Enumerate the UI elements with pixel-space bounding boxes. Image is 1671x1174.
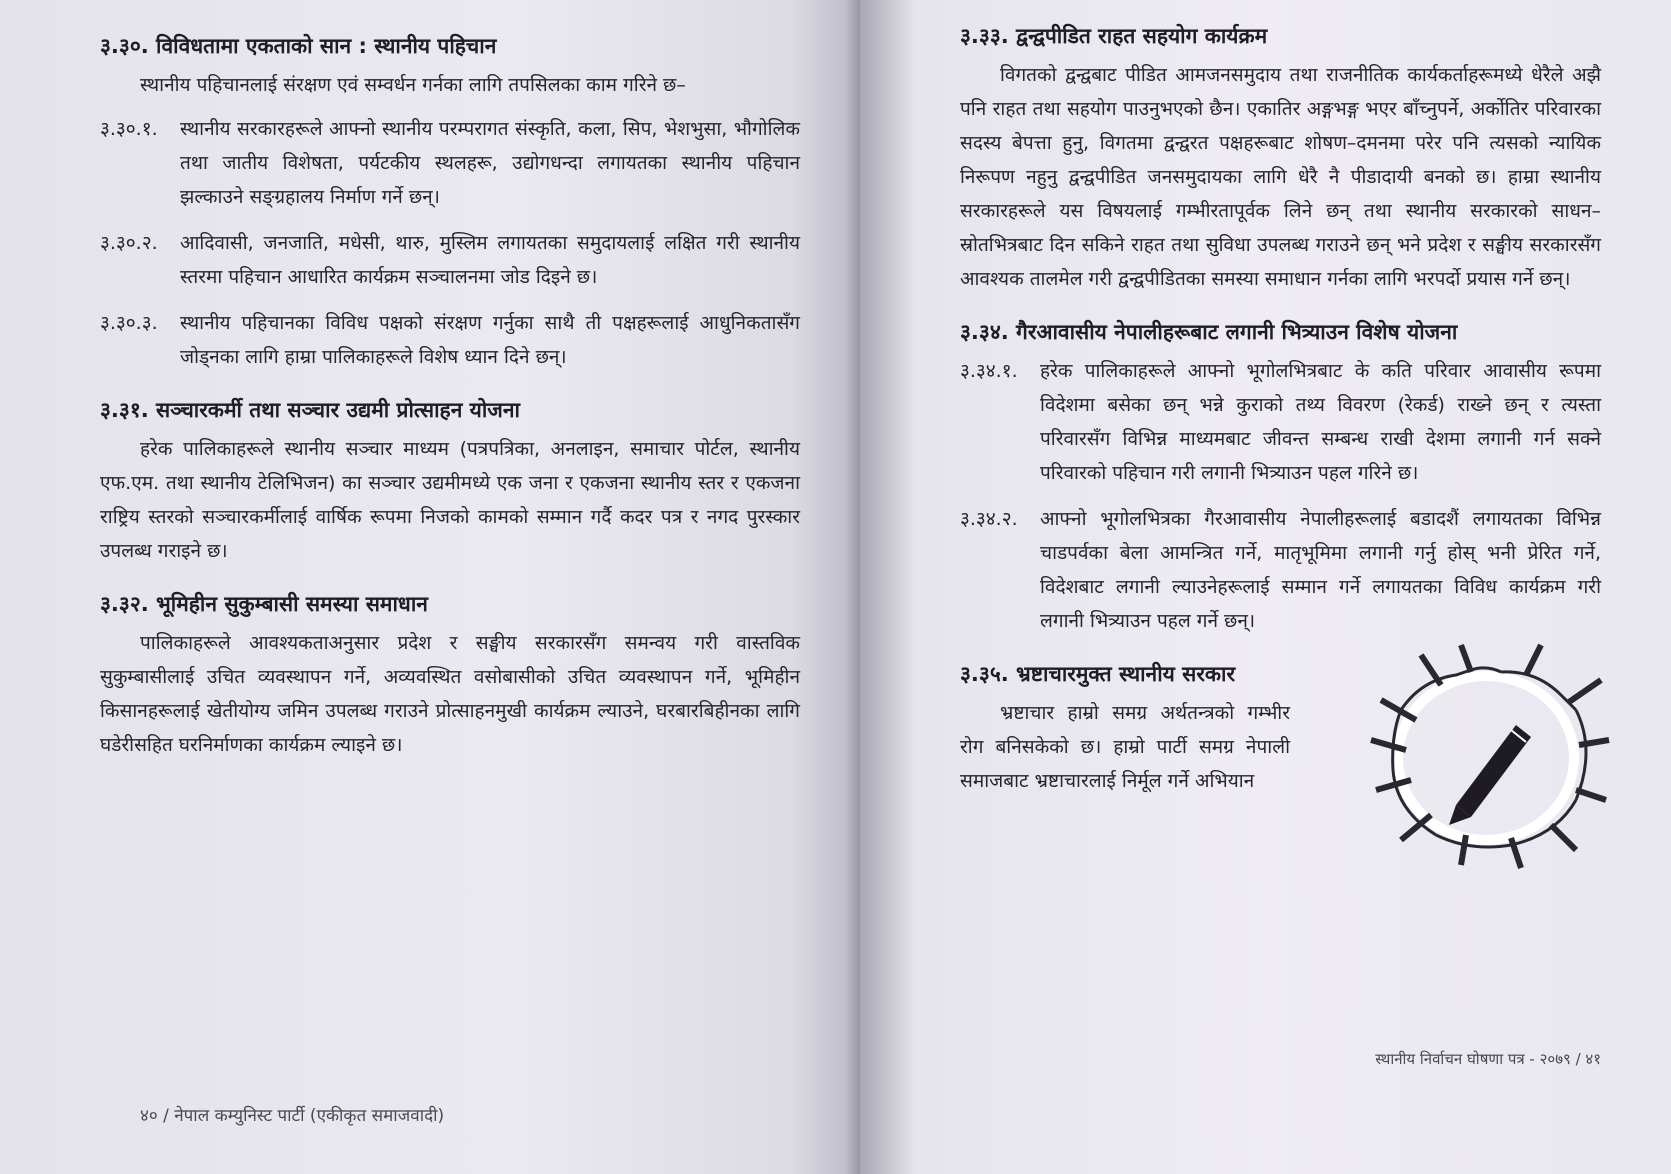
item-text: स्थानीय सरकारहरूले आफ्नो स्थानीय परम्परागत संस्कृति, कला, सिप, भेशभुसा, भौगोलिक तथा जातीय विशेषता, पर्यटकीय स्थलहरू, उद्योगधन्दा लगायतका स्थानीय पहिचान झल्काउने सङ्ग्रहालय निर्माण गर्ने छन्। — [180, 118, 800, 208]
list-item — [100, 112, 800, 214]
item-number: ३.३०.१. — [100, 118, 158, 140]
right-page — [860, 0, 1671, 1174]
section-3-34 — [960, 318, 1601, 638]
list-item — [100, 306, 800, 374]
list-item — [960, 502, 1601, 638]
section-paragraph: भ्रष्टाचार हाम्रो समग्र अर्थतन्त्रको गम्भीर रोग बनिसकेको छ। हाम्रो पार्टी समग्र नेपाली समाजबाट भ्रष्टाचारलाई निर्मूल गर्ने अभियान — [960, 702, 1290, 792]
item-text: आदिवासी, जनजाति, मधेसी, थारु, मुस्लिम लगायतका समुदायलाई लक्षित गरी स्थानीय स्तरमा पहिचान आधारित कार्यक्रम सञ्चालनमा जोड दिइने छ। — [180, 232, 800, 288]
section-heading: ३.३३. द्वन्द्वपीडित राहत सहयोग कार्यक्रम — [960, 24, 1268, 48]
item-text: आफ्नो भूगोलभित्रका गैरआवासीय नेपालीहरूलाई बडादशैं लगायतका विभिन्न चाडपर्वका बेला आमन्त्रित गर्ने, मातृभूमिमा लगानी गर्नु होस् भनी प्रेरित गर्ने, विदेशबाट लगानी ल्याउनेहरूलाई सम्मान गर्ने लगायतका विविध कार्यक्रम गरी लगानी भित्र्याउन पहल गर्ने छन्। — [1040, 508, 1601, 632]
list-item — [960, 354, 1601, 490]
section-paragraph: हरेक पालिकाहरूले स्थानीय सञ्चार माध्यम (पत्रपत्रिका, अनलाइन, समाचार पोर्टल, स्थानीय एफ.एम. तथा स्थानीय टेलिभिजन) का सञ्चार उद्यमीमध्ये एक जना र एकजना स्थानीय स्तर र एकजना राष्ट्रिय स्तरको सञ्चारकर्मीलाई वार्षिक रूपमा निजको कामको सम्मान गर्दै कदर पत्र र नगद पुरस्कार उपलब्ध गराइने छ। — [100, 438, 801, 562]
pen-icon — [1449, 725, 1531, 825]
section-intro: स्थानीय पहिचानलाई संरक्षण एवं सम्वर्धन गर्नका लागि तपसिलका काम गरिने छ– — [140, 74, 686, 96]
section-paragraph: पालिकाहरूले आवश्यकताअनुसार प्रदेश र सङ्घीय सरकारसँग समन्वय गरी वास्तविक सुकुम्बासीलाई उचित व्यवस्थापन गर्ने, अव्यवस्थित वसोबासीको उचित व्यवस्थापन गर्ने, भूमिहीन किसानहरूलाई खेतीयोग्य जमिन उपलब्ध गराउने प्रोत्साहनमुखी कार्यक्रम ल्याउने, घरबारबिहीनका लागि घडेरीसहित घरनिर्माणका कार्यक्रम ल्याइने छ। — [100, 632, 800, 756]
page-footer-left: ४० / नेपाल कम्युनिस्ट पार्टी (एकीकृत समाजवादी) — [140, 1106, 445, 1126]
section-paragraph: विगतको द्वन्द्वबाट पीडित आमजनसमुदाय तथा राजनीतिक कार्यकर्ताहरूमध्ये धेरैले अझै पनि राहत तथा सहयोग पाउनुभएको छैन। एकातिर अङ्गभङ्ग भएर बाँच्नुपर्ने, अर्कोतिर परिवारका सदस्य बेपत्ता हुनु, विगतमा द्वन्द्वरत पक्षहरूबाट शोषण–दमनमा परेर पनि त्यसको न्यायिक निरूपण नहुनु द्वन्द्वपीडित जनसमुदायका लागि धेरै नै पीडादायी बनको छ। हाम्रा स्थानीय सरकारहरूले यस विषयलाई गम्भीरतापूर्वक लिने छन् तथा स्थानीय सरकारको साधन–स्रोतभित्रबाट दिन सकिने राहत तथा सुविधा उपलब्ध गराउने छन् भने प्रदेश र सङ्घीय सरकारसँग आवश्यक तालमेल गरी द्वन्द्वपीडितका समस्या समाधान गर्नका लागि भरपर्दो प्रयास गर्ने छन्। — [960, 64, 1601, 290]
section-3-31 — [100, 396, 800, 568]
item-number: ३.३४.१. — [960, 360, 1018, 382]
item-number: ३.३०.३. — [100, 312, 158, 334]
item-text: हरेक पालिकाहरूले आफ्नो भूगोलभित्रबाट के कति परिवार आवासीय रूपमा विदेशमा बसेका छन् भन्ने कुराको तथ्य विवरण (रेकर्ड) राख्ने छन् र त्यस्ता परिवारसँग विभिन्न माध्यमबाट जीवन्त सम्बन्ध राखी देशमा लगानी गर्न सक्ने परिवारको पहिचान गरी लगानी भित्र्याउन पहल गरिने छ। — [1040, 360, 1601, 484]
item-text: स्थानीय पहिचानका विविध पक्षको संरक्षण गर्नुका साथै ती पक्षहरूलाई आधुनिकतासँग जोड्नका लागि हाम्रा पालिकाहरूले विशेष ध्यान दिने छन्। — [180, 312, 800, 368]
section-heading: ३.३४. गैरआवासीय नेपालीहरूबाट लगानी भित्र्याउन विशेष योजना — [960, 320, 1458, 344]
item-number: ३.३०.२. — [100, 232, 158, 254]
section-heading: ३.३०. विविधतामा एकताको सान : स्थानीय पहिचान — [100, 34, 497, 58]
section-3-32 — [100, 590, 800, 762]
list-item — [100, 226, 800, 294]
section-3-30 — [100, 32, 800, 374]
hands-circle-pen-illustration — [1361, 640, 1611, 870]
section-3-35 — [960, 660, 1601, 798]
page-footer-right: स्थानीय निर्वाचन घोषणा पत्र - २०७९ / ४१ — [1375, 1050, 1601, 1068]
item-number: ३.३४.२. — [960, 508, 1018, 530]
section-3-33 — [960, 22, 1601, 296]
section-heading: ३.३१. सञ्चारकर्मी तथा सञ्चार उद्यमी प्रोत्साहन योजना — [100, 398, 520, 422]
section-heading: ३.३५. भ्रष्टाचारमुक्त स्थानीय सरकार — [960, 662, 1236, 686]
section-heading: ३.३२. भूमिहीन सुकुम्बासी समस्या समाधान — [100, 592, 428, 616]
